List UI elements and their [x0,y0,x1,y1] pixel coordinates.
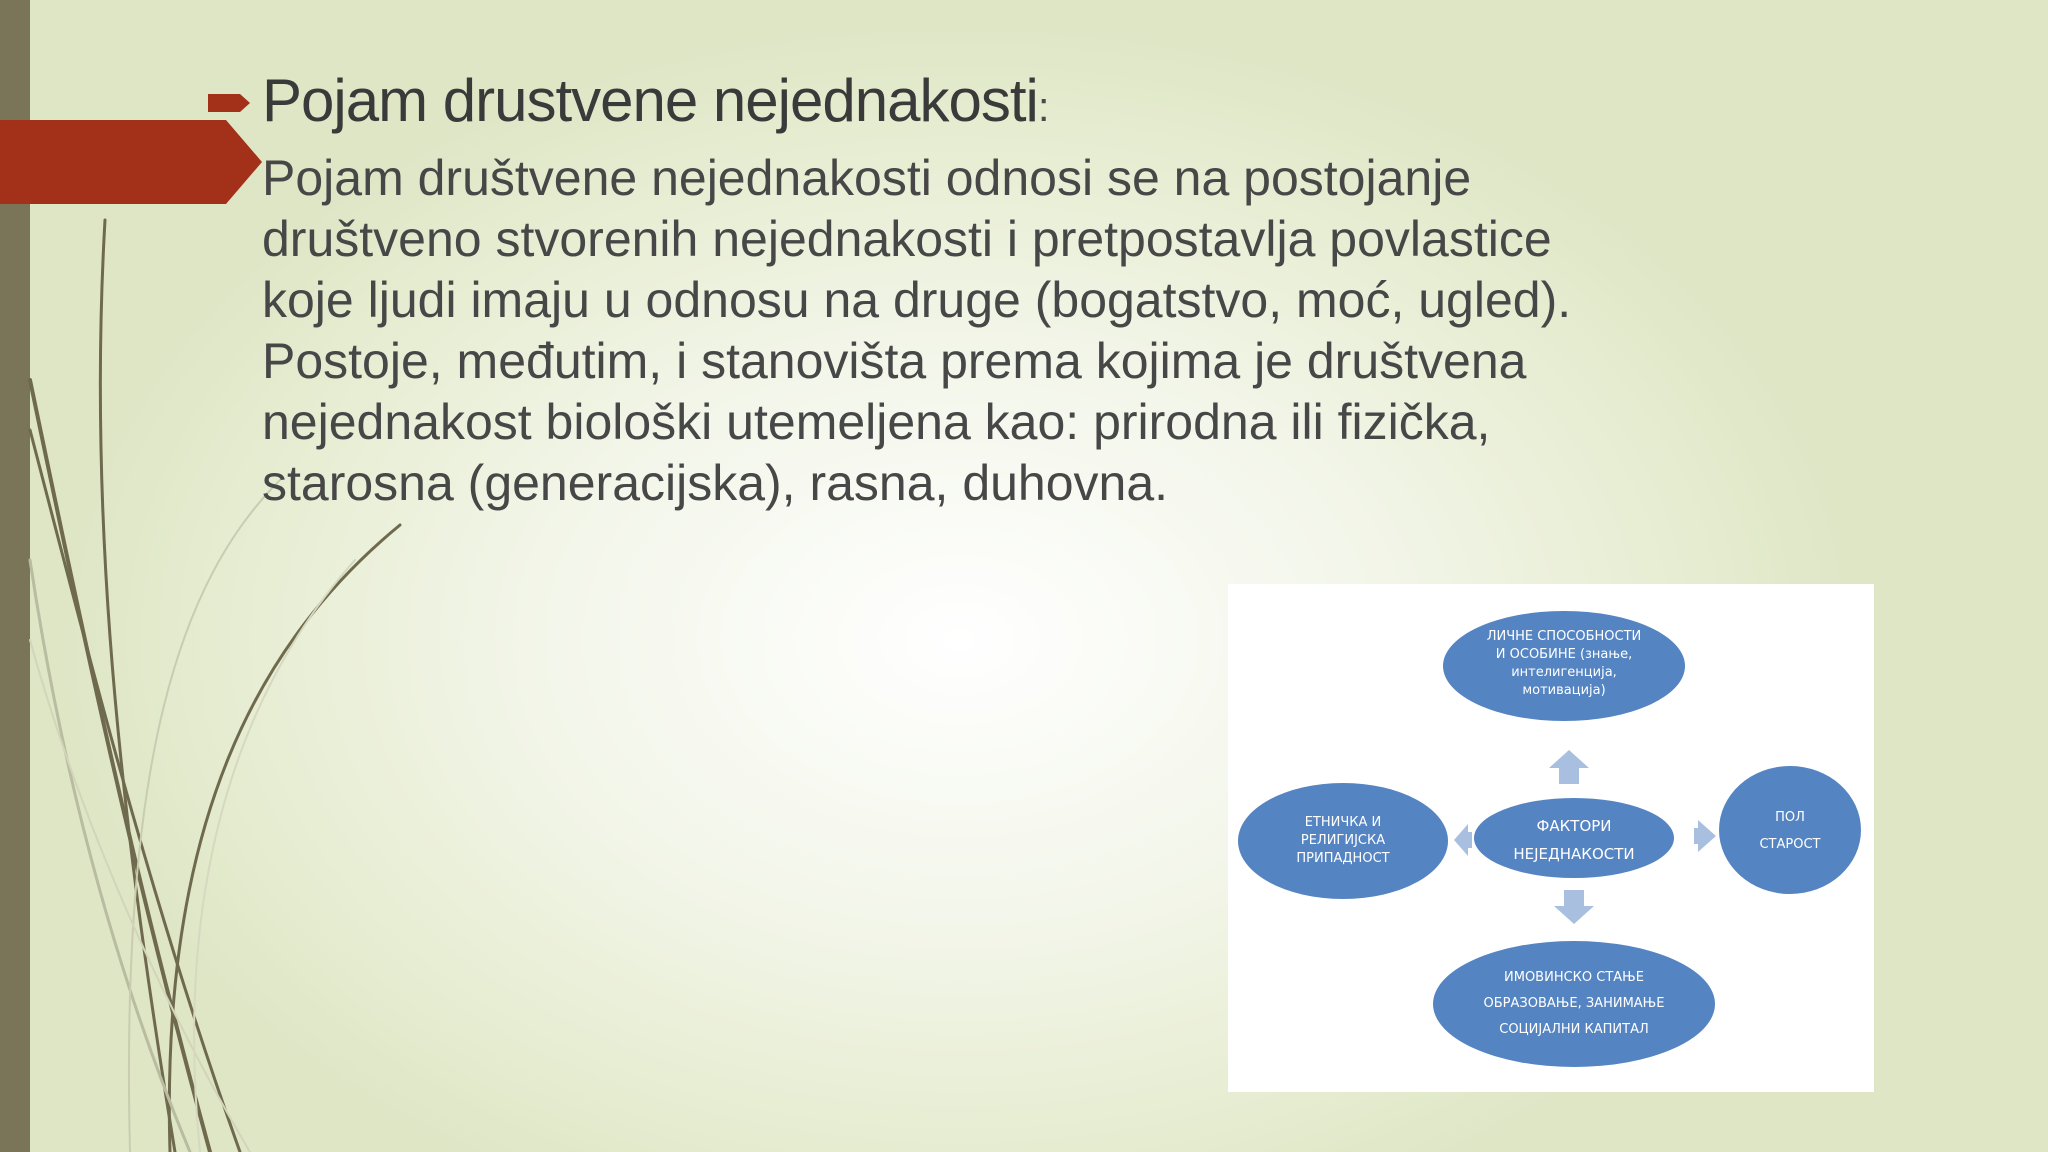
inequality-factors-diagram [1228,584,1874,1092]
diagram-left-label [1258,814,1428,868]
body-line: Pojam društvene nejednakosti odnosi se na postojanje [262,150,1472,206]
slide-title [262,66,1049,135]
diagram-label-line: ФАКТОРИ [1536,817,1612,835]
arrow-left-icon [1454,824,1472,856]
title-bullet-icon [208,92,252,114]
diagram-label-line: ПОЛ [1775,810,1805,825]
diagram-label-line: НЕЈЕДНАКОСТИ [1513,845,1635,863]
arrow-right-icon [1694,820,1716,852]
slide-title-text: Pojam drustvene nejednakosti [262,67,1038,134]
diagram-right-label [1730,804,1850,858]
diagram-center-label [1484,812,1664,868]
diagram-label-line: интелигенција, [1511,665,1617,680]
diagram-label-line: ЛИЧНЕ СПОСОБНОСТИ [1486,629,1642,644]
slide-body-text [262,148,1702,514]
diagram-label-line: СТАРОСТ [1759,837,1821,852]
slide-title-colon: : [1037,83,1049,130]
diagram-label-line: ЕТНИЧКА И [1304,815,1382,830]
diagram-label-line: ИМОВИНСКО СТАЊЕ [1504,970,1644,985]
diagram-label-line: ОБРАЗОВАЊЕ, ЗАНИМАЊЕ [1483,996,1665,1011]
diagram-label-line: СОЦИЈАЛНИ КАПИТАЛ [1499,1022,1649,1037]
body-line: društveno stvorenih nejednakosti i pretpostavlja povlastice [262,211,1552,267]
body-line: nejednakost biološki utemeljena kao: prirodna ili fizička, [262,394,1491,450]
body-line: starosna (generacijska), rasna, duhovna. [262,455,1169,511]
arrow-down-icon [1554,890,1594,924]
diagram-label-line: И ОСОБИНЕ (знање, [1495,647,1633,662]
diagram-label-line: ПРИПАДНОСТ [1296,851,1390,866]
body-line: koje ljudi imaju u odnosu na druge (bogatstvo, moć, ugled). [262,272,1572,328]
diagram-bottom-label [1444,965,1704,1043]
diagram-label-line: РЕЛИГИЈСКА [1300,833,1386,848]
diagram-label-line: мотивација) [1522,683,1606,698]
diagram-top-label [1454,628,1674,700]
body-line: Postoje, međutim, i stanovišta prema kojima je društvena [262,333,1527,389]
arrow-up-icon [1549,750,1589,784]
